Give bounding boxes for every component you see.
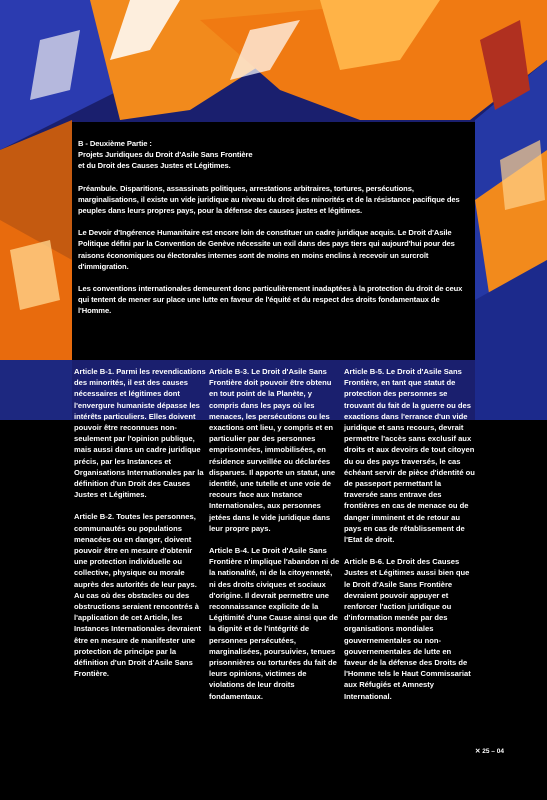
article-b2: Article B-2. Toutes les personnes, communautés ou populations menacées ou en danger, doivent pouvoir être en mesure d'obtenir une protection individuelle ou collective, physique ou morale auprès des autorités de leur pays. Au cas où des obstacles ou des obstructions seraient rencontrés à l'application de cet Article, les Instances Internationales devraient être en mesure de manifester une protection de principe par la définition d'un Droit d'Asile Sans Frontière. bbox=[74, 512, 202, 679]
article-b4: Article B-4. Le Droit d'Asile Sans Frontière n'implique l'abandon ni de la nationalité, ni de la citoyenneté, ni des droits civiques et sociaux d'origine. Il devrait permettre une reconnaissance explicite de la Légitimité d'une Cause ainsi que de la dignité et de l'intégrité de personnes persécutées, marginalisées, poursuivies, tenues prisonnières ou torturées du fait de leurs opinions, victimes de violations de leur droits fondamentaux. bbox=[209, 546, 340, 701]
column-2 bbox=[209, 366, 341, 713]
article-b5: Article B-5. Le Droit d'Asile Sans Frontière, en tant que statut de protection des personnes se trouvant du fait de la guerre ou des exactions dans l'errance d'un vide juridique et sans recours, devrait permettre l'accès sans exclusif aux droits et aux devoirs de tout citoyen du ou des pays traversés, le cas échéant servir de pièce d'identité ou de passeport permettant la traversée sans entrave des frontières en cas de menace ou de danger imminent et de retour au pays en cas de rétablissement de l'Etat de droit. bbox=[344, 367, 475, 545]
column-1 bbox=[74, 366, 206, 690]
column-3 bbox=[344, 366, 476, 713]
intro-title-line2: Projets Juridiques du Droit d'Asile Sans Frontière bbox=[78, 150, 253, 160]
intro-title-line3: et du Droit des Causes Justes et Légitimes. bbox=[78, 161, 231, 171]
intro-title-line1: B - Deuxième Partie : bbox=[78, 139, 152, 148]
article-b3: Article B-3. Le Droit d'Asile Sans Frontière doit pouvoir être obtenu en tout point de la Planète, y compris dans les pays où les menaces, les persécutions ou les exactions ont lieu, y compris et en particulier par des personnes emprisonnées, immobilisées, en résidence surveillée ou déclarées disparues. Il apporte un statut, une identité, une tutelle et une voie de recours face aux Instance Internationales, aux personnes jetées dans le vide juridique dans leur propre pays. bbox=[209, 367, 336, 533]
preamble-paragraph: Préambule. Disparitions, assassinats politiques, arrestations arbitraires, tortures, persécutions, marginalisations, il existe un vide juridique au niveau du droit des minorités et de la résistance pacifique des peuples dans leurs propres pays, pour la défense des causes justes et légitimes. bbox=[78, 183, 460, 216]
intro-paragraph-3: Les conventions internationales demeurent donc particulièrement inadaptées à la protection du droit de ceux qui tentent de mener sur place une lutte en faveur de l'équité et du respect des droits fondamentaux de l'Homme. bbox=[78, 284, 463, 316]
article-b1: Article B-1. Parmi les revendications des minorités, il est des causes nécessaires et légitimes dont l'envergure humaniste dépasse les intérêts particuliers. Elles doivent pouvoir être reconnues non-seulement par l'opinion publique, mais aussi dans un cadre juridique précis, par les Instances et Organisations Internationales par la définition d'un Droit des Causes Justes et Légitimes. bbox=[74, 367, 206, 500]
article-b6: Article B-6. Le Droit des Causes Justes et Légitimes aussi bien que le Droit d'Asile Sans Frontière devraient pouvoir appuyer et renforcer l'action juridique ou d'information menée par des organisations mondiales gouvernementales ou non-gouvernementales de lutte en faveur de la défense des Droits de l'Homme tels le Haut Commissariat aux Réfugiés et Amnesty International. bbox=[344, 557, 471, 701]
intro-paragraph-2: Le Devoir d'Ingérence Humanitaire est encore loin de constituer un cadre juridique acquis. Le Droit d'Asile Politique défini par la Convention de Genève nécessite un exil dans des pays tiers qui aujourd'hui pour des raisons économiques ou électorales internes sont de moins en moins enclins à recevoir un surcroît d'immigration. bbox=[78, 228, 455, 271]
intro-box bbox=[72, 122, 475, 360]
page-number: ✕ 25 – 04 bbox=[475, 748, 504, 755]
